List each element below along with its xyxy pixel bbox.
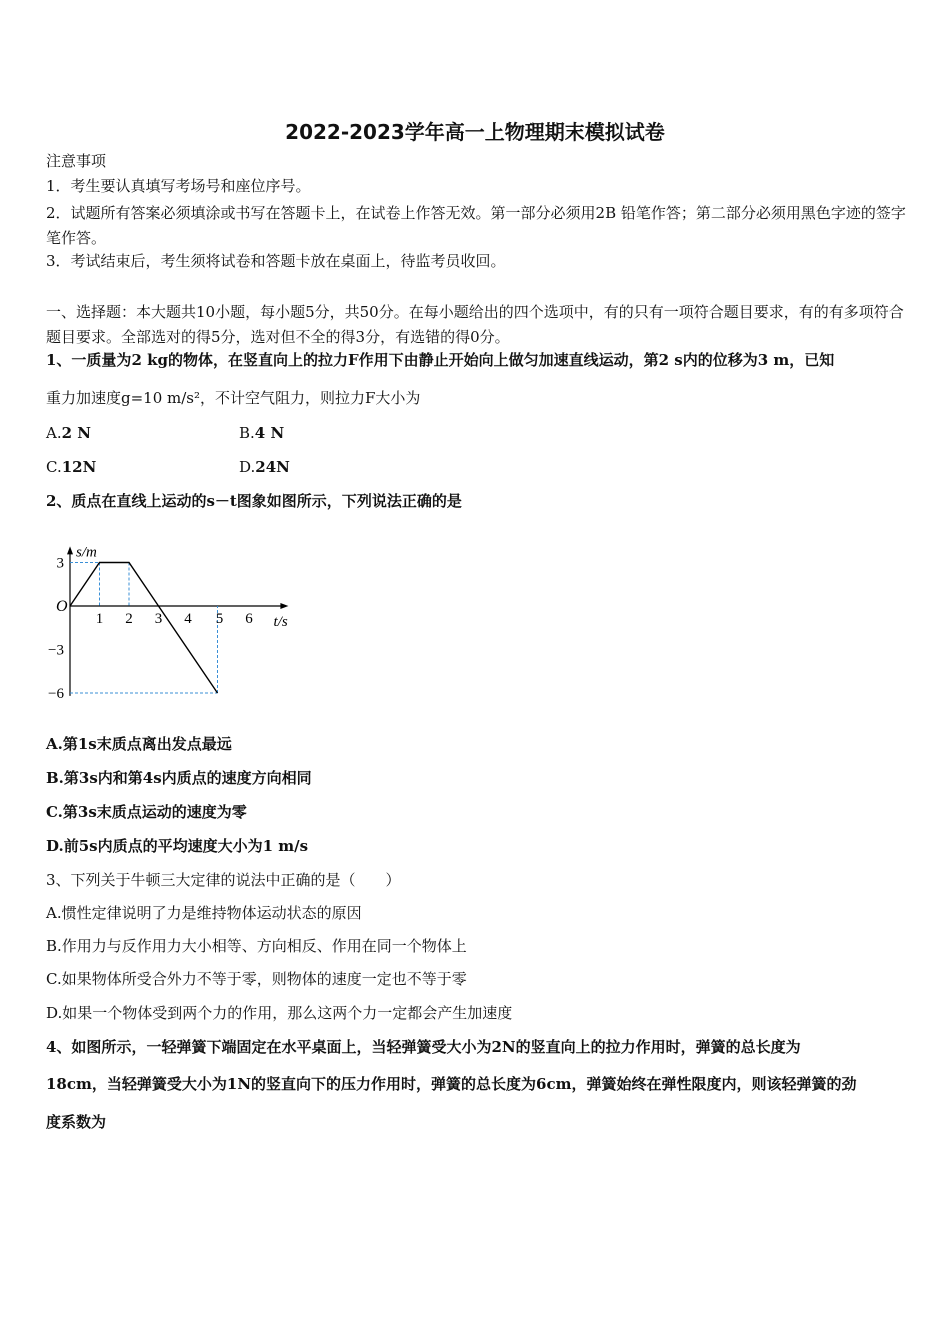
- y-tick-label: −3: [48, 642, 64, 659]
- origin-label: O: [56, 598, 68, 615]
- q4-line3: 度系数为: [46, 1113, 107, 1131]
- q1-option-b-text: 4 N: [254, 424, 285, 442]
- notice-heading: 注意事项: [46, 152, 107, 170]
- q1-option-b: [239, 423, 284, 443]
- q2-option-b: B.第3s内和第4s内质点的速度方向相同: [46, 769, 312, 787]
- q1-option-c-label: C.: [46, 458, 62, 476]
- x-axis-arrow: [280, 603, 288, 609]
- y-axis-label: s/m: [76, 544, 97, 561]
- q1-option-d: [239, 457, 290, 477]
- q3-option-c: C.如果物体所受合外力不等于零，则物体的速度一定也不等于零: [46, 970, 467, 988]
- y-axis-arrow: [67, 546, 73, 554]
- x-tick-label: 2: [125, 611, 133, 627]
- q3-option-a: A.惯性定律说明了力是维持物体运动状态的原因: [46, 904, 362, 922]
- q1-option-c-text: 12N: [61, 458, 97, 476]
- q4-line1: 4、如图所示，一轻弹簧下端固定在水平桌面上，当轻弹簧受大小为2N的竖直向上的拉力作用时，弹簧的总长度为: [46, 1038, 801, 1056]
- q1-line2: 重力加速度g=10 m/s²，不计空气阻力，则拉力F大小为: [46, 389, 421, 407]
- q2-option-a: A.第1s末质点离出发点最远: [46, 735, 232, 753]
- notice-item-3: 3．考试结束后，考生须将试卷和答题卡放在桌面上，待监考员收回。: [46, 252, 506, 270]
- q1-option-a-label: A.: [46, 424, 62, 442]
- s-t-line: [70, 563, 218, 694]
- q1-line1: 1、一质量为2 kg的物体，在竖直向上的拉力F作用下由静止开始向上做匀加速直线运动，第2 s内的位移为3 m，已知: [46, 351, 835, 369]
- q1-option-a-text: 2 N: [61, 424, 91, 442]
- x-tick-label: 1: [95, 611, 104, 627]
- s-t-chart: [40, 520, 300, 710]
- q3-option-d: D.如果一个物体受到两个力的作用，那么这两个力一定都会产生加速度: [46, 1004, 513, 1022]
- x-axis-label: t/s: [273, 614, 288, 630]
- notice-item-2: 2．试题所有答案必须填涂或书写在答题卡上，在试卷上作答无效。第一部分必须用2B 铅笔作答；第二部分必须用黑色字迹的签字笔作答。: [46, 204, 906, 247]
- y-tick-label: −6: [48, 686, 64, 702]
- q4-line2: 18cm，当轻弹簧受大小为1N的竖直向下的压力作用时，弹簧的总长度为6cm，弹簧始终在弹性限度内，则该轻弹簧的劲: [46, 1075, 857, 1093]
- q2-option-d: D.前5s内质点的平均速度大小为1 m/s: [46, 837, 309, 855]
- x-tick-label: 4: [184, 611, 192, 627]
- q1-option-d-text: 24N: [255, 458, 290, 476]
- y-tick-label: 3: [56, 555, 64, 572]
- q3-option-b: B.作用力与反作用力大小相等、方向相反、作用在同一个物体上: [46, 937, 467, 955]
- x-tick-label: 3: [154, 611, 163, 627]
- section1-intro: 一、选择题：本大题共10小题，每小题5分，共50分。在每小题给出的四个选项中，有的只有一项符合题目要求，有的有多项符合题目要求。全部选对的得5分，选对但不全的得3分，有选错的得0分。: [46, 303, 904, 346]
- q1-option-c: [46, 457, 96, 477]
- q1-option-a: [46, 423, 91, 443]
- x-tick-label: 6: [245, 611, 253, 627]
- notice-item-1: 1．考生要认真填写考场号和座位序号。: [46, 177, 311, 195]
- q1-option-b-label: B.: [239, 424, 255, 442]
- page-title: 2022-2023学年高一上物理期末模拟试卷: [285, 120, 665, 144]
- q2-option-c: C.第3s末质点运动的速度为零: [46, 803, 247, 821]
- q2-stem: 2、质点在直线上运动的s－t图象如图所示，下列说法正确的是: [46, 492, 462, 510]
- x-tick-label: 5: [215, 611, 224, 627]
- q1-option-d-label: D.: [239, 458, 256, 476]
- q3-stem: 3、下列关于牛顿三大定律的说法中正确的是（ ）: [46, 871, 401, 889]
